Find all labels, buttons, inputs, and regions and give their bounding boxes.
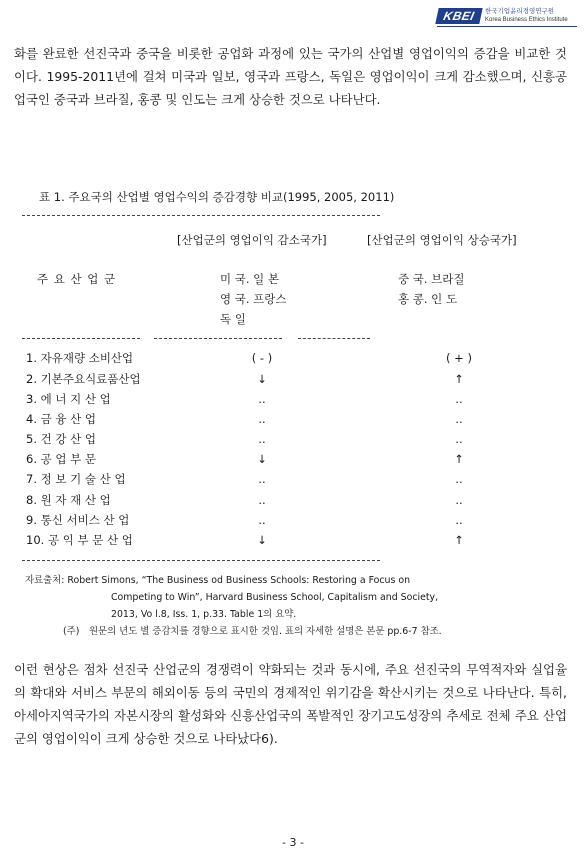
increase-country-line: 홍 콩. 인 도: [398, 292, 458, 306]
note-text: 원문의 년도 별 증감치를 경향으로 표시한 것임. 표의 자세한 설명은 본문 pp.6-7 참조.: [89, 626, 442, 637]
industry-label: 3. 에 너 지 산 업: [26, 392, 111, 406]
decrease-trend: ↓: [257, 533, 267, 547]
header-rule: [437, 26, 577, 27]
table-caption: 표 1. 주요국의 산업별 영업수익의 증감경향 비교(1995, 2005, 2011): [39, 190, 395, 204]
industry-label: 4. 금 융 산 업: [26, 412, 97, 426]
table-row: [0, 369, 586, 389]
table-row: [0, 530, 586, 550]
decrease-trend: ↓: [257, 372, 267, 386]
decrease-column-rule: [154, 338, 282, 339]
table-top-rule: [22, 215, 380, 216]
table-row: [0, 469, 586, 489]
increase-trend: ..: [455, 412, 463, 426]
industry-label: 8. 원 자 재 산 업: [26, 493, 111, 507]
increase-group-heading: [산업군의 영업이익 상승국가]: [367, 233, 517, 247]
decrease-trend: ..: [258, 432, 266, 446]
table-bottom-rule: [22, 560, 380, 561]
decrease-trend: ( - ): [251, 351, 273, 365]
table-row: [0, 348, 586, 368]
decrease-trend: ..: [258, 493, 266, 507]
increase-trend: ..: [455, 472, 463, 486]
logo-mark: KBEI: [435, 8, 482, 24]
closing-paragraph: 이런 현상은 점차 선진국 산업군의 경쟁력이 약화되는 것과 동시에, 주요 선진국의 무역적자와 실업율의 확대와 서비스 부문의 해외이동 등의 국민의 경제적인 위기감을 확산시키는 것으로 나타난다. 특히, 아세아지역국가의 자본시장의 활성화와 신흥산업국의 폭발적인 장기고도성장의 추세로 전체 주요 산업군의 영업이익이 크게 상승한 것으로 나타났다6).: [14, 662, 567, 746]
increase-trend: ..: [455, 392, 463, 406]
decrease-trend: ↓: [257, 452, 267, 466]
table-row: [0, 510, 586, 530]
table-row: [0, 409, 586, 429]
decrease-trend: ..: [258, 392, 266, 406]
table-row: [0, 449, 586, 469]
table-row: [0, 490, 586, 510]
increase-trend: ( + ): [446, 351, 472, 365]
industry-label: 7. 정 보 기 술 산 업: [26, 472, 126, 486]
industry-label: 5. 건 강 산 업: [26, 432, 97, 446]
table-note: [63, 623, 442, 637]
intro-paragraph: 화를 완료한 선진국과 중국을 비롯한 공업화 과정에 있는 국가의 산업별 영업이익의 증감을 비교한 것이다. 1995-2011년에 걸쳐 미국과 일보, 영국과 프랑스, 독일은 영업이익이 크게 감소했으며, 신흥공업국인 중국과 브라질, 홍콩 및 인도는 크게 상승한 것으로 나타난다.: [14, 46, 567, 107]
decrease-country-line: 영 국. 프랑스: [220, 292, 287, 306]
source-citation: 2013, Vo l.8, Iss. 1, p.33. Table 1의 요약.: [111, 609, 297, 620]
logo-korean-name: 한국기업윤리경영연구원: [485, 7, 555, 15]
decrease-country-line: 독 일: [220, 312, 246, 326]
industry-label: 6. 공 업 부 문: [26, 452, 97, 466]
increase-trend: ..: [455, 493, 463, 507]
note-mark: (주): [63, 626, 80, 637]
industry-column-header: 주 요 산 업 군: [37, 272, 117, 286]
table-row: [0, 429, 586, 449]
institute-logo: [437, 7, 577, 25]
increase-trend: ↑: [454, 372, 464, 386]
industry-label: 1. 자유재량 소비산업: [26, 351, 134, 365]
table-source: [25, 572, 438, 623]
increase-trend: ..: [455, 513, 463, 527]
decrease-country-line: 미 국. 일 본: [220, 272, 280, 286]
industry-label: 10. 공 익 부 문 산 업: [26, 533, 133, 547]
source-citation: Competing to Win”, Harvard Business School, Capitalism and Society,: [111, 592, 439, 603]
source-label: 자료출처:: [25, 575, 65, 586]
decrease-group-heading: [산업군의 영업이익 감소국가]: [177, 233, 327, 247]
industry-label: 2. 기본주요식료품산업: [26, 372, 141, 386]
increase-trend: ↑: [454, 533, 464, 547]
industry-column-rule: [22, 338, 140, 339]
decrease-trend: ..: [258, 513, 266, 527]
increase-country-line: 중 국. 브라질: [398, 272, 465, 286]
increase-column-rule: [298, 338, 370, 339]
source-citation: Robert Simons, “The Business od Business Schools: Restoring a Focus on: [67, 575, 411, 586]
increase-trend: ↑: [454, 452, 464, 466]
decrease-trend: ..: [258, 472, 266, 486]
page-number: - 3 -: [282, 836, 304, 849]
industry-label: 9. 통신 서비스 산 업: [26, 513, 130, 527]
decrease-trend: ..: [258, 412, 266, 426]
table-row: [0, 389, 586, 409]
logo-english-name: Korea Business Ethics Institute: [485, 17, 568, 23]
increase-trend: ..: [455, 432, 463, 446]
